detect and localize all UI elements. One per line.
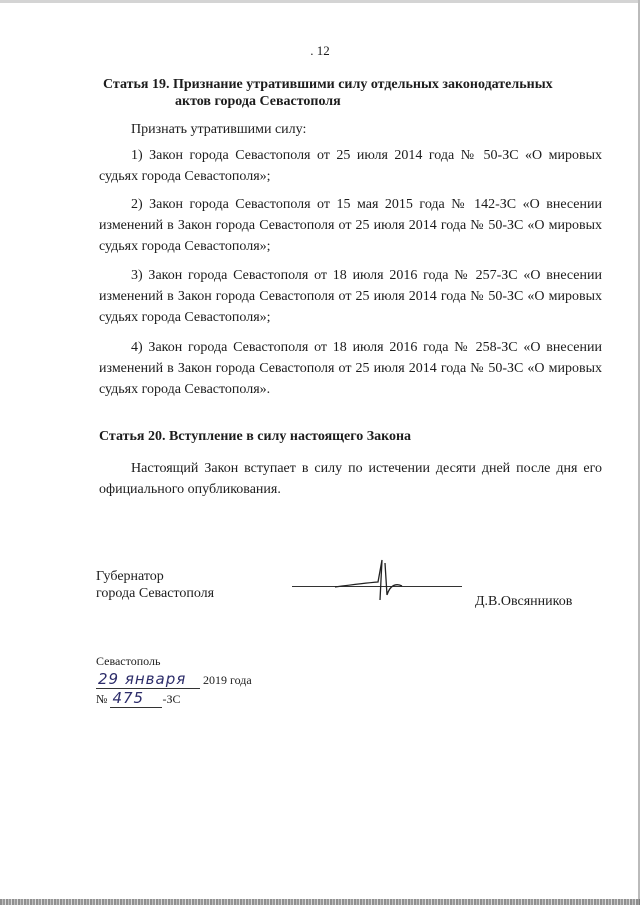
- article-19-intro: Признать утратившими силу:: [131, 122, 307, 137]
- page-number: . 12: [310, 43, 330, 58]
- article-19-item-3: 3) Закон города Севастополя от 18 июля 2016 года № 257-ЗС «О внесении изменений в Закон города Севастополя от 25 июля 2014 года № 50-ЗС «О мировых судьях города Севастополя»;: [99, 268, 602, 325]
- article-19-item-4: 4) Закон города Севастополя от 18 июля 2016 года № 258-ЗС «О внесении изменений в Закон города Севастополя от 25 июля 2014 года № 50-ЗС «О мировых судьях города Севастополя».: [99, 340, 602, 397]
- governor-title-line2: города Севастополя: [96, 586, 215, 601]
- date-line: [96, 670, 252, 689]
- scan-edge-bottom: [0, 899, 640, 905]
- scan-edge-top: [0, 0, 640, 3]
- year-suffix: 2019 года: [203, 673, 252, 687]
- handwritten-law-number: 475: [110, 689, 162, 708]
- article-19-item-2: 2) Закон города Севастополя от 15 мая 2015 года № 142-ЗС «О внесении изменений в Закон города Севастополя от 25 июля 2014 года № 50-ЗС «О мировых судьях города Севастополя»;: [99, 197, 602, 254]
- number-prefix: №: [96, 692, 108, 706]
- city-name: Севастополь: [96, 654, 161, 668]
- article-19-heading-line2: актов города Севастополя: [175, 94, 341, 109]
- governor-title-line1: Губернатор: [96, 569, 164, 584]
- article-20-text: Настоящий Закон вступает в силу по истечении десяти дней после дня его официального опубликования.: [99, 461, 602, 497]
- law-number-line: [96, 689, 252, 708]
- governor-title: [96, 568, 214, 602]
- number-suffix: -ЗС: [162, 692, 181, 706]
- article-19-heading-line1: Статья 19. Признание утратившими силу отдельных законодательных: [103, 77, 553, 92]
- place-and-date-block: [96, 652, 252, 708]
- article-19-item-1: 1) Закон города Севастополя от 25 июля 2014 года № 50-ЗС «О мировых судьях города Севастополя»;: [99, 148, 602, 184]
- governor-name: Д.В.Овсянников: [475, 594, 573, 609]
- handwritten-signature: [330, 555, 410, 605]
- handwritten-date: 29 января: [96, 670, 200, 689]
- article-20-heading: Статья 20. Вступление в силу настоящего Закона: [99, 429, 412, 444]
- article-19-heading: [103, 76, 603, 110]
